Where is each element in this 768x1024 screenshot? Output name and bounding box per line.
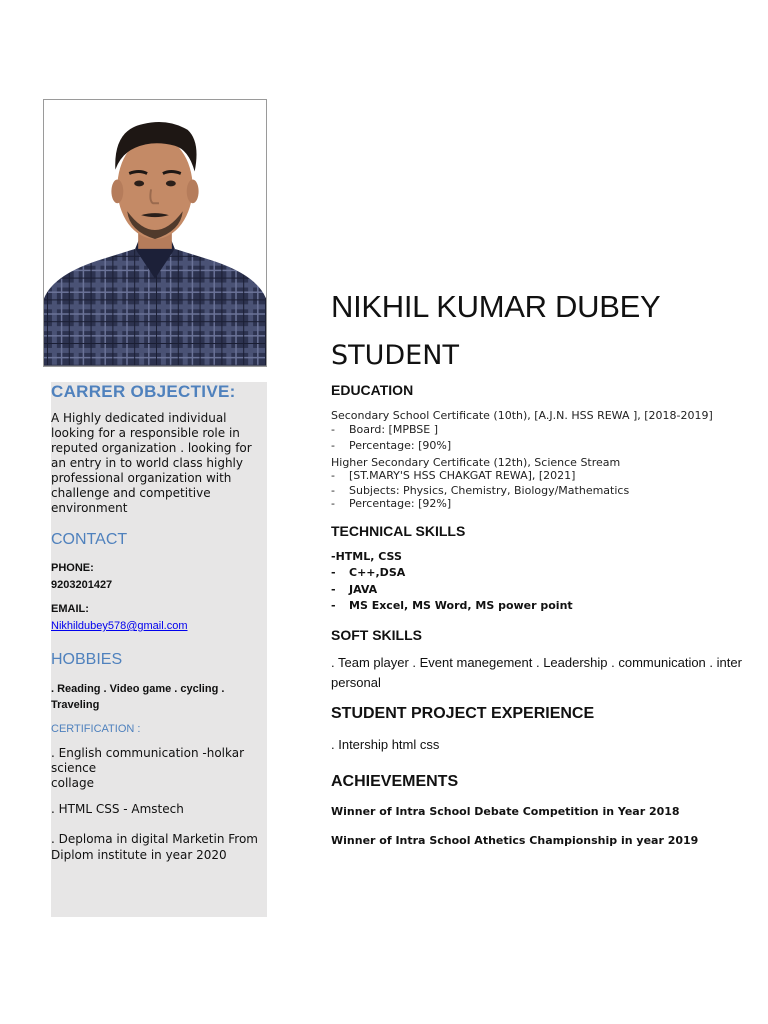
email-label: EMAIL: (51, 603, 89, 615)
soft-skills-heading: SOFT SKILLS (331, 627, 422, 643)
contact-heading: CONTACT (51, 531, 128, 548)
education-line (331, 497, 451, 511)
bullet-dash: - (331, 599, 336, 612)
education-line (331, 469, 575, 483)
education-line-text: Percentage: [90%] (349, 439, 452, 452)
bullet-dash: - (331, 583, 336, 596)
education-line (331, 439, 451, 453)
education-line-text: Percentage: [92%] (349, 497, 452, 510)
skill-item-text: JAVA (349, 583, 378, 596)
bullet-dash: - (331, 484, 335, 497)
full-name: NIKHIL KUMAR DUBEY (331, 289, 661, 324)
hobbies-heading: HOBBIES (51, 651, 123, 668)
bullet-dash: - (331, 439, 335, 452)
skill-item (331, 583, 377, 596)
bullet-dash: - (331, 423, 335, 436)
education-line-text: Board: [MPBSE ] (349, 423, 439, 436)
phone-value: 9203201427 (51, 579, 113, 591)
objective-text: A Highly dedicated individual looking for a responsible role in reputed organization . looking for an entry in to world class highly professional organization with challenge and competitive environment (51, 411, 252, 515)
achievement-item: Winner of Intra School Athetics Championship in year 2019 (331, 834, 699, 847)
skill-item (331, 566, 405, 579)
education-heading: EDUCATION (331, 382, 414, 398)
email-link[interactable]: Nikhildubey578@gmail.com (51, 620, 188, 632)
bullet-dash: - (331, 566, 336, 579)
profile-photo (43, 99, 267, 367)
education-line-text: Subjects: Physics, Chemistry, Biology/Mathematics (349, 484, 630, 497)
soft-skills-text: . Team player . Event manegement . Leadership . communication . inter personal (331, 655, 742, 690)
bullet-dash: - (331, 469, 335, 482)
phone-label: PHONE: (51, 562, 94, 574)
objective-heading: CARRER OBJECTIVE: (51, 382, 236, 401)
education-line-text: [ST.MARY'S HSS CHAKGAT REWA], [2021] (349, 469, 576, 482)
education-line: Higher Secondary Certificate (12th), Science Stream (331, 456, 621, 469)
certification-item: . HTML CSS - Amstech (51, 802, 184, 816)
skill-item-text: C++,DSA (349, 566, 406, 579)
skill-item: -HTML, CSS (331, 550, 402, 563)
left-sidebar (51, 382, 267, 917)
hobbies-text: . Reading . Video game . cycling . Traveling (51, 683, 225, 711)
education-line (331, 484, 629, 498)
certification-heading: CERTIFICATION : (51, 723, 141, 735)
achievements-heading: ACHIEVEMENTS (331, 773, 459, 790)
education-line: Secondary School Certificate (10th), [A.J.N. HSS REWA ], [2018-2019] (331, 409, 713, 422)
certification-item: . Deploma in digital Marketin From Diplom institute in year 2020 (51, 832, 258, 862)
technical-skills-heading: TECHNICAL SKILLS (331, 523, 466, 539)
project-heading: STUDENT PROJECT EXPERIENCE (331, 705, 595, 722)
achievement-item: Winner of Intra School Debate Competition in Year 2018 (331, 805, 680, 818)
skill-item-text: MS Excel, MS Word, MS power point (349, 599, 573, 612)
bullet-dash: - (331, 497, 335, 510)
education-line (331, 423, 438, 437)
skill-item (331, 599, 573, 612)
project-text: . Intership html css (331, 737, 440, 752)
certification-item: . English communication -holkar science collage (51, 746, 245, 790)
job-title: STUDENT (331, 340, 459, 371)
